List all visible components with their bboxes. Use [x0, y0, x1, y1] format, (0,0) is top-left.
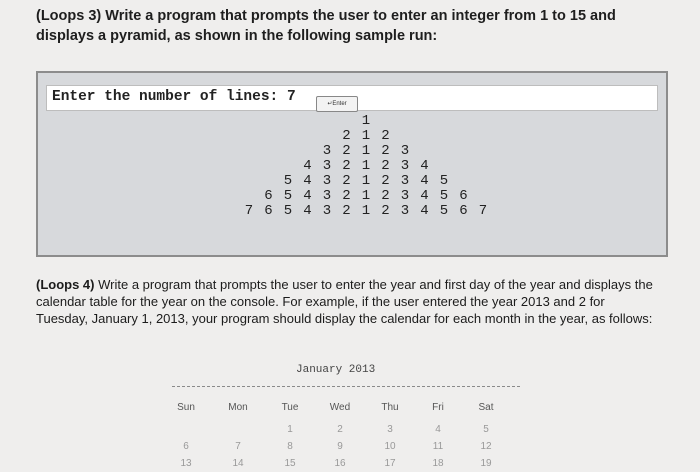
pyramid-number: 1 [361, 128, 371, 144]
pyramid-number: 1 [361, 203, 371, 219]
weekday-header: Mon [228, 402, 248, 413]
loops4-tag: (Loops 4) [36, 277, 95, 292]
prompt-text: Enter the number of lines: 7 [52, 89, 296, 105]
pyramid-number: 3 [400, 173, 410, 189]
pyramid-number: 2 [342, 188, 351, 204]
pyramid-number: 2 [342, 203, 351, 219]
pyramid-number: 4 [420, 203, 429, 219]
weekday-header: Wed [329, 402, 351, 413]
pyramid-number: 4 [420, 188, 429, 204]
pyramid-number: 3 [322, 143, 332, 159]
pyramid-number: 3 [400, 203, 410, 219]
pyramid-number: 5 [283, 173, 293, 189]
calendar-day: 5 [483, 424, 489, 435]
loops3-text: Write a program that prompts the user to enter an integer from 1 to 15 and displays a pyramid, as shown in the following sample run: [36, 8, 616, 44]
loops4-text: Write a program that prompts the user to enter the year and first day of the year and displays the calendar table for the year on the console. For example, if the user entered the year 2013 and 2 for Tuesday, January 1, 2013, your program should display the calendar for each month in the year, as follows: [36, 277, 653, 326]
weekday-header: Sun [177, 402, 195, 413]
calendar-day: 9 [337, 441, 343, 452]
pyramid-number: 3 [322, 158, 332, 174]
pyramid-number: 3 [322, 203, 332, 219]
calendar-title: January 2013 [296, 364, 376, 376]
pyramid-number: 2 [381, 128, 390, 144]
pyramid-number: 1 [361, 113, 371, 129]
pyramid-number: 5 [283, 188, 293, 204]
pyramid-number: 3 [400, 188, 410, 204]
pyramid-number: 2 [342, 128, 351, 144]
pyramid-number: 4 [303, 173, 312, 189]
pyramid-number: 6 [459, 188, 468, 204]
pyramid-number: 4 [303, 203, 312, 219]
pyramid-number: 3 [400, 143, 410, 159]
enter-key-icon: ↵Enter [316, 96, 358, 112]
calendar-day: 7 [235, 441, 241, 452]
pyramid-number: 2 [381, 158, 390, 174]
loops4-question [36, 276, 656, 327]
pyramid-number: 2 [381, 173, 390, 189]
calendar-day: 10 [384, 441, 396, 452]
pyramid-number: 1 [361, 173, 371, 189]
calendar-day: 17 [384, 458, 396, 469]
calendar-day: 15 [284, 458, 296, 469]
loops3-tag: (Loops 3) [36, 8, 102, 24]
pyramid-number: 2 [342, 173, 351, 189]
calendar-day: 11 [432, 441, 444, 452]
pyramid-number: 6 [459, 203, 468, 219]
calendar-divider [172, 386, 520, 387]
pyramid-number: 2 [381, 143, 390, 159]
calendar-day: 13 [180, 458, 192, 469]
pyramid-number: 4 [303, 188, 312, 204]
pyramid-number: 2 [342, 143, 351, 159]
pyramid-number: 4 [420, 158, 429, 174]
pyramid-number: 7 [478, 203, 488, 219]
calendar-day: 16 [334, 458, 346, 469]
pyramid-number: 1 [361, 143, 371, 159]
pyramid-number: 4 [420, 173, 429, 189]
calendar-day: 4 [435, 424, 441, 435]
calendar-day: 6 [183, 441, 189, 452]
pyramid-number: 5 [439, 188, 449, 204]
pyramid-number: 3 [322, 173, 332, 189]
weekday-header: Tue [281, 402, 299, 413]
calendar-day: 2 [337, 424, 343, 435]
pyramid-number: 2 [381, 203, 390, 219]
pyramid-number: 6 [264, 203, 273, 219]
pyramid-number: 2 [342, 158, 351, 174]
pyramid-number: 5 [283, 203, 293, 219]
pyramid-number: 1 [361, 158, 371, 174]
weekday-header: Fri [432, 402, 444, 413]
pyramid-number: 4 [303, 158, 312, 174]
calendar-day: 19 [480, 458, 492, 469]
pyramid-number: 2 [381, 188, 390, 204]
calendar-day: 14 [232, 458, 244, 469]
weekday-header: Thu [381, 402, 399, 413]
pyramid-number: 5 [439, 173, 449, 189]
pyramid-number: 3 [400, 158, 410, 174]
pyramid-number: 3 [322, 188, 332, 204]
pyramid-number: 5 [439, 203, 449, 219]
pyramid-number: 6 [264, 188, 273, 204]
pyramid-number: 1 [361, 188, 371, 204]
calendar-day: 18 [432, 458, 444, 469]
calendar-day: 12 [480, 441, 492, 452]
calendar-day: 1 [287, 424, 293, 435]
calendar-day: 8 [287, 441, 293, 452]
weekday-header: Sat [478, 402, 494, 413]
calendar-day: 3 [387, 424, 393, 435]
pyramid-number: 7 [244, 203, 254, 219]
